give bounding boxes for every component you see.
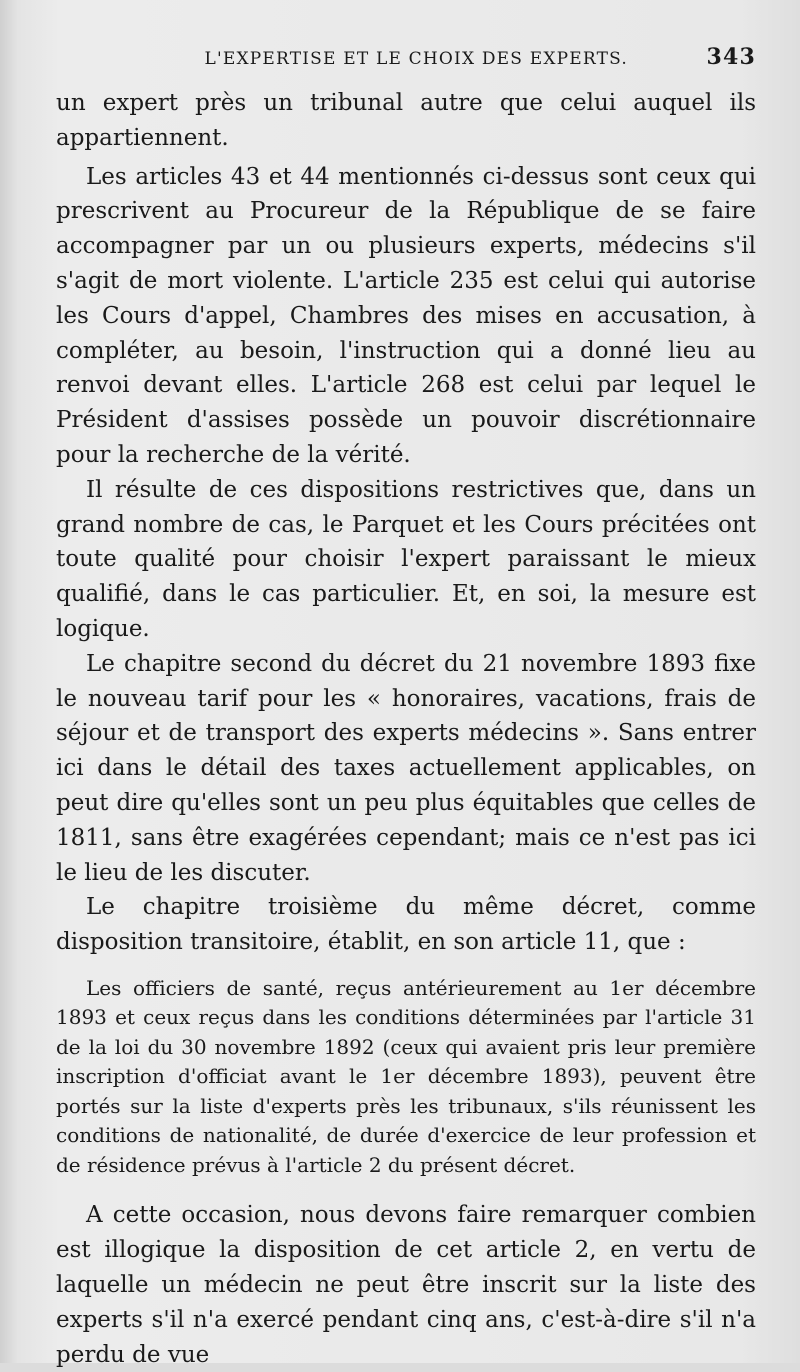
body-text bbox=[56, 86, 756, 1372]
paragraph-continued: un expert près un tribunal autre que celui auquel ils appartiennent. bbox=[56, 90, 756, 151]
paragraph-occasion: A cette occasion, nous devons faire remarquer combien est illogique la disposition de cet article 2, en vertu de laquelle un médecin ne peut être inscrit sur la liste des experts s'il n'a exercé pendant cinq ans, c'est-à-dire s'il n'a perdu de vue bbox=[56, 1202, 756, 1368]
paragraph-dispositions: Il résulte de ces dispositions restrictives que, dans un grand nombre de cas, le Parquet et les Cours précitées ont toute qualité pour choisir l'expert paraissant le mieux qualifié, dans le cas particulier. Et, en soi, la mesure est logique. bbox=[56, 476, 756, 642]
paragraph-chapitre-second: Le chapitre second du décret du 21 novembre 1893 fixe le nouveau tarif pour les « honoraires, vacations, frais de séjour et de transport des experts médecins ». Sans entrer ici dans le détail des taxes actuellement applicables, on peut dire qu'elles sont un peu plus équitables que celles de 1811, sans être exagérées cependant; mais ce n'est pas ici le lieu de les discuter. bbox=[56, 650, 756, 886]
quoted-article bbox=[56, 974, 756, 1181]
quote-text: Les officiers de santé, reçus antérieurement au 1er décembre 1893 et ceux reçus dans les conditions déterminées par l'article 31 de la loi du 30 novembre 1892 (ceux qui avaient pris leur première inscription d'officiat avant le 1er décembre 1893), peuvent être portés sur la liste d'experts près les tribunaux, s'ils réunissent les conditions de nationalité, de durée d'exercice de leur profession et de résidence prévus à l'article 2 du présent décret. bbox=[56, 975, 756, 1177]
running-head bbox=[56, 44, 756, 86]
page-number: 343 bbox=[706, 44, 756, 70]
paragraph-chapitre-troisieme: Le chapitre troisième du même décret, comme disposition transitoire, établit, en son article 11, que : bbox=[56, 894, 756, 956]
running-title: L'EXPERTISE ET LE CHOIX DES EXPERTS. bbox=[204, 49, 628, 69]
paragraph-articles: Les articles 43 et 44 mentionnés ci-dessus sont ceux qui prescrivent au Procureur de la République de se faire accompagner par un ou plusieurs experts, médecins s'il s'agit de mort violente. L'article 235 est celui qui autorise les Cours d'appel, Chambres des mises en accusation, à compléter, au besoin, l'instruction qui a donné lieu au renvoi devant elles. L'article 268 est celui par lequel le Président d'assises possède un pouvoir discrétionnaire pour la recherche de la vérité. bbox=[56, 163, 756, 468]
